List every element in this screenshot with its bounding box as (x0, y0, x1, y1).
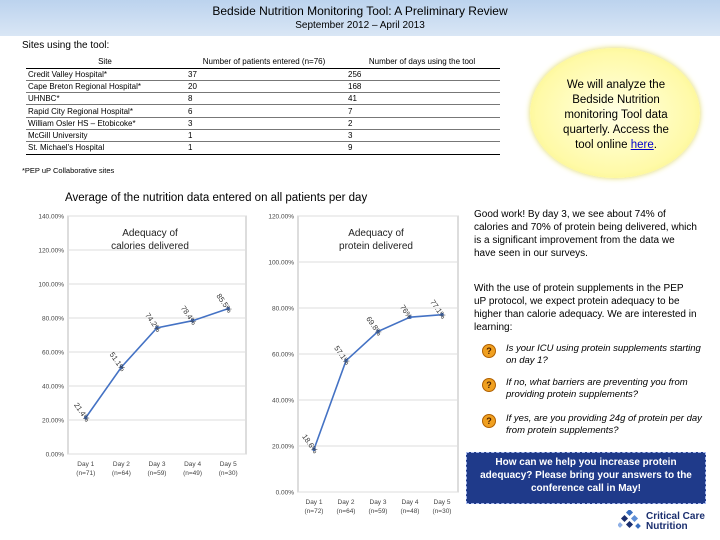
question-icon: ? (482, 378, 496, 392)
x-tick-label: Day 4 (401, 499, 419, 506)
y-tick-label: 80.00% (271, 305, 294, 313)
y-tick-label: 40.00% (41, 383, 64, 391)
x-tick-label: Day 2 (337, 499, 355, 506)
protein-chart (246, 206, 484, 538)
chart-title: Adequacy of (348, 228, 404, 239)
x-tick-label: (n=30) (432, 508, 452, 515)
days-cell: 9 (344, 142, 500, 154)
x-tick-label: (n=72) (304, 508, 324, 515)
x-tick-label: Day 3 (369, 499, 387, 506)
sites-table-header (26, 56, 500, 68)
data-label: 76% (398, 303, 415, 321)
y-tick-label: 120.00% (38, 247, 64, 255)
x-tick-label: (n=64) (111, 470, 131, 477)
critical-care-nutrition-logo-icon (618, 510, 642, 532)
y-tick-label: 20.00% (271, 443, 294, 451)
sites-table (26, 56, 500, 155)
logo-text: Critical Care Nutrition (646, 511, 705, 532)
table-row (26, 117, 500, 129)
y-tick-label: 0.00% (275, 489, 294, 497)
patients-cell: 20 (184, 80, 344, 92)
patients-cell: 1 (184, 129, 344, 141)
page-subtitle: September 2012 – April 2013 (295, 20, 425, 31)
site-cell: Rapid City Regional Hospital* (26, 105, 184, 117)
patients-cell: 3 (184, 117, 344, 129)
data-label: 74.2% (143, 311, 163, 334)
days-cell: 2 (344, 117, 500, 129)
question-3: If yes, are you providing 24g of protein per day from protein supplements? (506, 413, 702, 436)
calories-chart (20, 206, 258, 538)
data-label: 57.1% (332, 343, 352, 367)
table-row (26, 105, 500, 117)
x-tick-label: Day 2 (112, 461, 130, 468)
x-tick-label: (n=49) (183, 470, 203, 477)
patients-cell: 1 (184, 142, 344, 154)
days-cell: 256 (344, 68, 500, 80)
site-cell: Credit Valley Hospital* (26, 68, 184, 80)
x-tick-label: Day 1 (77, 461, 95, 468)
y-tick-label: 60.00% (271, 351, 294, 359)
patients-cell: 6 (184, 105, 344, 117)
y-tick-label: 80.00% (41, 315, 64, 323)
y-tick-label: 60.00% (41, 349, 64, 357)
x-tick-label: Day 3 (148, 461, 166, 468)
question-1: Is your ICU using protein supplements starting on day 1? (506, 343, 701, 366)
tool-online-link[interactable]: here (630, 139, 654, 151)
question-2: If no, what barriers are preventing you from providing protein supplements? (506, 377, 688, 400)
data-label: 21.4% (72, 400, 92, 424)
y-tick-label: 40.00% (271, 397, 294, 405)
x-tick-label: (n=59) (147, 470, 167, 477)
page-title: Bedside Nutrition Monitoring Tool: A Preliminary Review (212, 4, 508, 18)
column-header-site: Site (26, 56, 184, 68)
column-header-days: Number of days using the tool (344, 56, 500, 68)
chart-title: protein delivered (339, 241, 413, 252)
days-cell: 41 (344, 93, 500, 105)
y-tick-label: 100.00% (268, 259, 294, 267)
y-tick-label: 140.00% (38, 213, 64, 221)
site-cell: St. Michael's Hospital (26, 142, 184, 154)
table-row (26, 80, 500, 92)
patients-cell: 37 (184, 68, 344, 80)
x-tick-label: (n=59) (368, 508, 388, 515)
days-cell: 168 (344, 80, 500, 92)
data-label: 77.1% (428, 297, 448, 321)
chart-title: calories delivered (111, 241, 189, 252)
y-tick-label: 100.00% (38, 281, 64, 289)
site-cell: UHNBC* (26, 93, 184, 105)
days-cell: 3 (344, 129, 500, 141)
cta-text: How can we help you increase protein adequacy? Please bring your answers to the conference call in May! (480, 457, 692, 494)
callout-text: We will analyze the Bedside Nutrition monitoring Tool data quarterly. Access the tool online here. (563, 79, 669, 151)
column-header-patients: Number of patients entered (n=76) (184, 56, 344, 68)
table-row (26, 93, 500, 105)
site-cell: William Osler HS – Etobicoke* (26, 117, 184, 129)
y-tick-label: 0.00% (45, 451, 64, 459)
data-label: 69.8% (364, 314, 384, 338)
days-cell: 7 (344, 105, 500, 117)
average-heading: Average of the nutrition data entered on all patients per day (65, 192, 368, 204)
question-icon: ? (482, 344, 496, 358)
table-row (26, 129, 500, 141)
y-tick-label: 20.00% (41, 417, 64, 425)
y-tick-label: 120.00% (268, 213, 294, 221)
data-label: 78.4% (178, 303, 199, 327)
protein-paragraph: With the use of protein supplements in the PEP uP protocol, we expect protein adequacy to be higher than calorie adequacy. We are interested in learning: (474, 283, 697, 333)
data-label: 51.1% (107, 350, 128, 373)
table-row (26, 68, 500, 80)
table-row (26, 142, 500, 154)
x-tick-label: (n=71) (76, 470, 96, 477)
patients-cell: 8 (184, 93, 344, 105)
sites-heading: Sites using the tool: (22, 40, 110, 51)
question-icon: ? (482, 414, 496, 428)
summary-paragraph: Good work! By day 3, we see about 74% of calories and 70% of protein being delivered, which is a significant improvement from the data we have seen in our surveys. (474, 209, 697, 259)
x-tick-label: (n=64) (336, 508, 356, 515)
x-tick-label: Day 1 (305, 499, 323, 506)
x-tick-label: (n=30) (218, 470, 238, 477)
site-cell: Cape Breton Regional Hospital* (26, 80, 184, 92)
x-tick-label: Day 4 (184, 461, 202, 468)
data-label: 18.6% (300, 432, 320, 456)
data-label: 85.5% (214, 291, 235, 315)
x-tick-label: Day 5 (433, 499, 451, 506)
x-tick-label: (n=48) (400, 508, 420, 515)
site-cell: McGill University (26, 129, 184, 141)
sites-footnote: *PEP uP Collaborative sites (22, 166, 115, 175)
chart-title: Adequacy of (122, 228, 178, 239)
x-tick-label: Day 5 (219, 461, 237, 468)
